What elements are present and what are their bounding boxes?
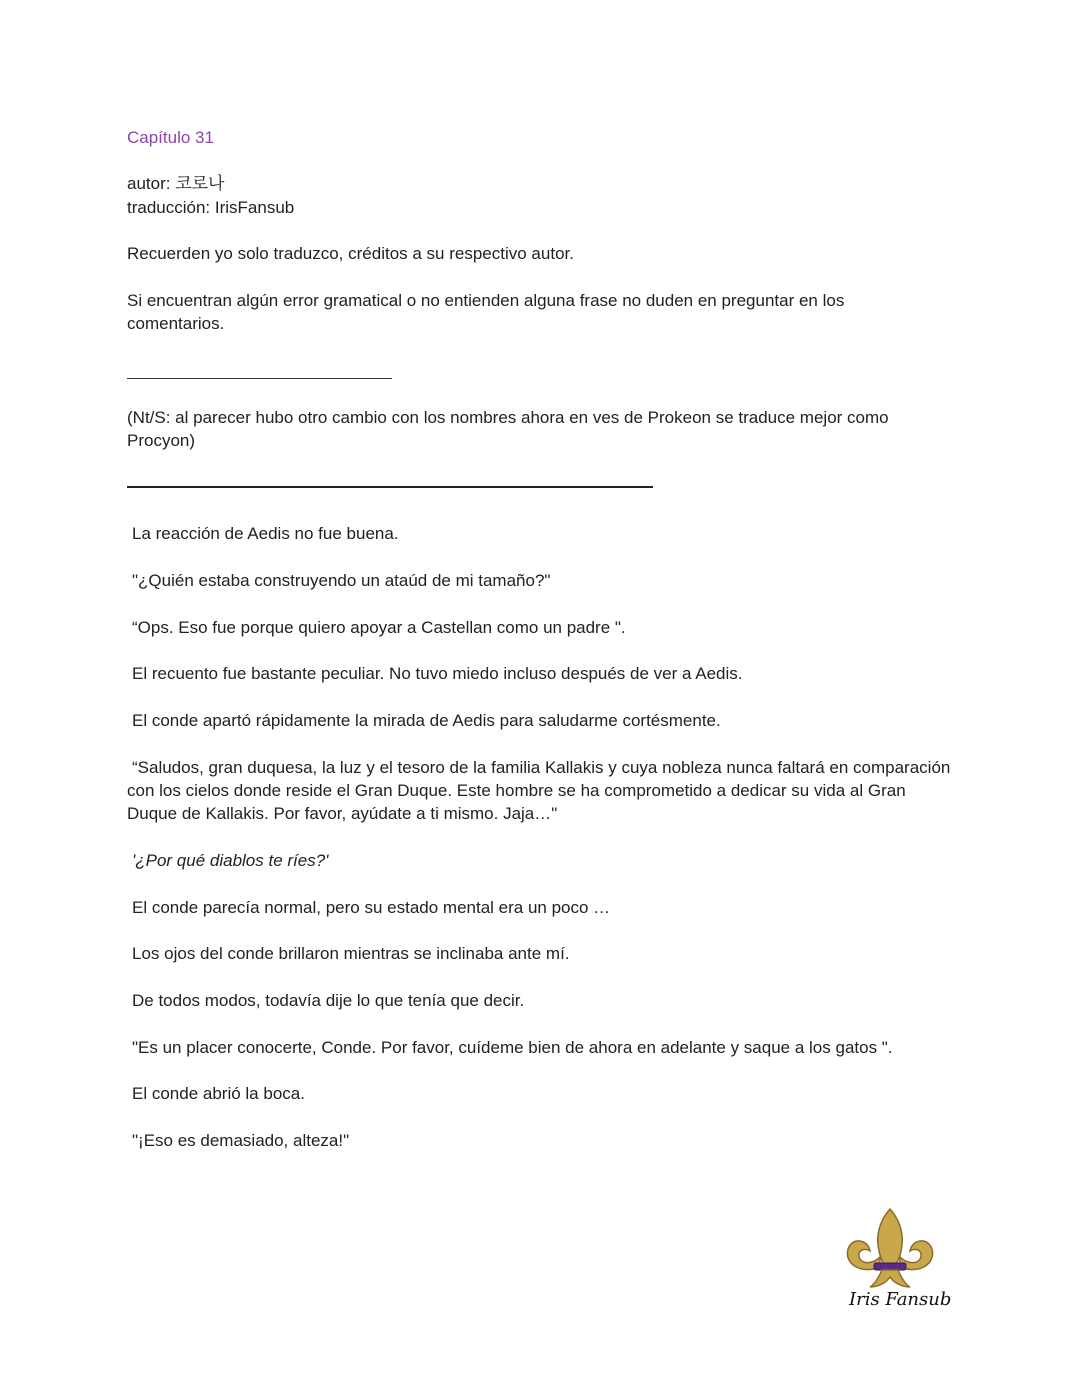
translation-line: traducción: IrisFansub bbox=[127, 198, 295, 217]
divider-short bbox=[127, 378, 392, 379]
paragraph: "¡Eso es demasiado, alteza!" bbox=[132, 1131, 350, 1150]
logo-text: Iris Fansub bbox=[849, 1289, 952, 1310]
paragraph: "¿Quién estaba construyendo un ataúd de mi tamaño?" bbox=[132, 571, 551, 590]
chapter-title: Capítulo 31 bbox=[127, 128, 214, 147]
divider-long bbox=[127, 486, 653, 488]
paragraph: De todos modos, todavía dije lo que tenía que decir. bbox=[132, 991, 525, 1010]
paragraph: “Ops. Eso fue porque quiero apoyar a Castellan como un padre ". bbox=[132, 618, 626, 637]
credits-note: Recuerden yo solo traduzco, créditos a su respectivo autor. bbox=[127, 244, 574, 263]
paragraph: El conde parecía normal, pero su estado mental era un poco … bbox=[132, 898, 611, 917]
errors-note: Si encuentran algún error gramatical o no entienden alguna frase no duden en preguntar en los comentarios. bbox=[127, 291, 845, 333]
paragraph: '¿Por qué diablos te ríes?' bbox=[132, 851, 329, 870]
paragraph: Los ojos del conde brillaron mientras se inclinaba ante mí. bbox=[132, 944, 570, 963]
paragraph: El recuento fue bastante peculiar. No tuvo miedo incluso después de ver a Aedis. bbox=[132, 664, 743, 683]
paragraph: El conde abrió la boca. bbox=[132, 1084, 305, 1103]
translator-note: (Nt/S: al parecer hubo otro cambio con los nombres ahora en ves de Prokeon se traduce mejor como Procyon) bbox=[127, 408, 889, 450]
author-line: autor: 코로나 bbox=[127, 174, 225, 193]
paragraph: La reacción de Aedis no fue buena. bbox=[132, 524, 399, 543]
paragraph: “Saludos, gran duquesa, la luz y el tesoro de la familia Kallakis y cuya nobleza nunca faltará en comparación con los cielos donde reside el Gran Duque. Este hombre se ha comprometido a dedicar su vida al Gran Duque de Kallakis. Por favor, ayúdate a ti mismo. Jaja…" bbox=[127, 758, 951, 823]
paragraph: "Es un placer conocerte, Conde. Por favor, cuídeme bien de ahora en adelante y saque a los gatos ". bbox=[132, 1038, 893, 1057]
paragraph: El conde apartó rápidamente la mirada de Aedis para saludarme cortésmente. bbox=[132, 711, 721, 730]
